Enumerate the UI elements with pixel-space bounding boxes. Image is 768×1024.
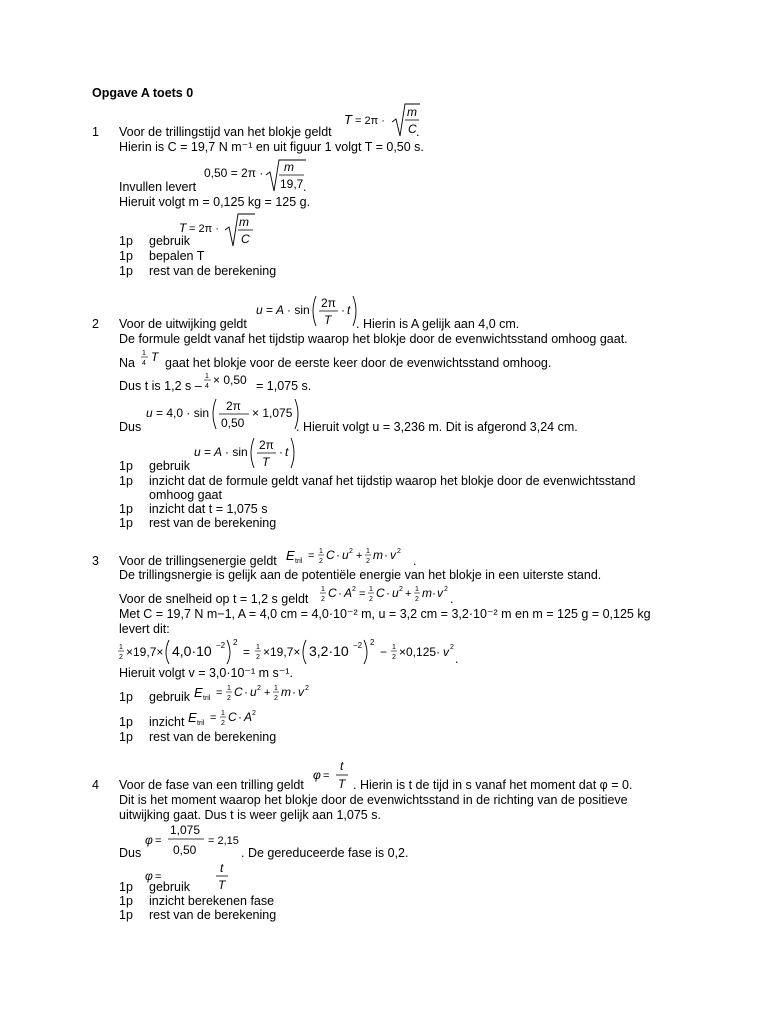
svg-text:−2: −2: [353, 641, 363, 650]
q3-point-3-label: rest van de berekening: [149, 730, 277, 744]
svg-text:2: 2: [415, 596, 419, 603]
q4-point-1: 1p: [119, 880, 133, 894]
svg-text:tril: tril: [197, 720, 205, 727]
svg-text:1: 1: [319, 548, 323, 555]
svg-text:1: 1: [119, 644, 123, 651]
svg-text:0,50: 0,50: [221, 416, 245, 430]
q3-line-1: Voor de trillingsenergie geldt: [119, 554, 277, 568]
svg-text:1: 1: [142, 350, 146, 357]
svg-text:m: m: [407, 105, 417, 119]
svg-text:·: ·: [238, 710, 242, 724]
svg-text:tril: tril: [295, 558, 303, 565]
svg-text:0,50 = 2π ·: 0,50 = 2π ·: [204, 166, 264, 180]
q2-line-4b: = 1,075 s.: [256, 379, 312, 393]
svg-text:=: =: [359, 588, 366, 600]
svg-text:19,7: 19,7: [280, 177, 304, 191]
svg-text:· sin: · sin: [287, 303, 310, 317]
q4-point-2: 1p: [119, 894, 133, 908]
svg-text:u: u: [194, 445, 201, 459]
q2-point-3-label: inzicht dat t = 1,075 s: [149, 502, 268, 516]
q2-line-3a: Na: [119, 356, 135, 370]
question-number-1: 1: [92, 125, 99, 139]
svg-text:E: E: [188, 710, 197, 725]
svg-text:2: 2: [370, 638, 375, 647]
q4-line-4b: . De gereduceerde fase is 0,2.: [241, 846, 409, 860]
svg-text:T: T: [324, 313, 332, 327]
svg-text:2: 2: [399, 586, 403, 593]
q2-point-4: 1p: [119, 516, 133, 530]
svg-text:0,50: 0,50: [173, 843, 197, 857]
svg-text:2: 2: [274, 695, 278, 702]
q3-formula-energy: [284, 543, 416, 569]
svg-text:1: 1: [321, 586, 325, 593]
q1-formula-main: [338, 100, 420, 140]
svg-text:m: m: [239, 215, 249, 229]
svg-text:A: A: [344, 586, 353, 600]
svg-text:−: −: [380, 645, 388, 659]
svg-text:·: ·: [384, 548, 388, 562]
svg-text:T: T: [179, 221, 187, 235]
svg-text:2: 2: [444, 586, 448, 593]
q3-formula-inzicht: [186, 705, 266, 731]
svg-text:2: 2: [321, 596, 325, 603]
q4-line-1a: Voor de fase van een trilling geldt: [119, 778, 304, 792]
svg-text:2π: 2π: [226, 399, 241, 413]
q4-formula-calc: [142, 821, 244, 861]
svg-text:u: u: [250, 685, 257, 699]
q4-line-1b: . Hierin is t de tijd in s vanaf het moment dat φ = 0.: [353, 778, 633, 792]
svg-text:2π: 2π: [259, 438, 274, 452]
svg-text:× 1,075: × 1,075: [252, 406, 293, 420]
q1-point-3: 1p: [119, 264, 133, 278]
svg-text:=: =: [216, 687, 223, 699]
svg-text:·: ·: [432, 586, 436, 600]
svg-text:1: 1: [392, 644, 396, 651]
svg-text:2: 2: [221, 720, 225, 727]
svg-text:=: =: [266, 303, 274, 317]
question-number-2: 2: [92, 317, 99, 331]
svg-text:1: 1: [205, 373, 209, 380]
q2-point-3: 1p: [119, 502, 133, 516]
q2-line-2: De formule geldt vanaf het tijdstip waarop het blokje door de evenwichtsstand omhoog gaat.: [119, 332, 628, 346]
svg-text:C: C: [408, 122, 417, 136]
q1-point-2-label: bepalen T: [149, 249, 205, 263]
q2-point-4-label: rest van de berekening: [149, 516, 277, 530]
svg-text:−2: −2: [216, 641, 226, 650]
page-title: Opgave A toets 0: [92, 86, 194, 100]
svg-text:= 2π ·: = 2π ·: [355, 115, 385, 127]
svg-text:×19,7×: ×19,7×: [263, 645, 301, 659]
question-number-3: 3: [92, 554, 99, 568]
svg-text:+: +: [264, 687, 271, 699]
q3-line-4: Met C = 19,7 N m−1, A = 4,0 cm = 4,0·10⁻² m, u = 3,2 cm = 3,2·10⁻² m en m = 125 g = 0,125 kg: [119, 607, 651, 621]
svg-text:v: v: [437, 586, 443, 600]
svg-text:+: +: [405, 588, 412, 600]
q3-line-5: levert dit:: [119, 622, 170, 636]
q2-line-5a: Dus: [119, 420, 142, 434]
svg-text:C: C: [228, 710, 237, 724]
q2-point-1-label: gebruik: [149, 459, 190, 473]
q4-line-2: Dit is het moment waarop het blokje door de evenwichtsstand in de richting van de positieve: [119, 793, 628, 807]
q3-line-3: Voor de snelheid op t = 1,2 s geldt: [119, 592, 309, 606]
svg-text:1: 1: [256, 644, 260, 651]
svg-text:C: C: [328, 586, 337, 600]
svg-text:2: 2: [366, 558, 370, 565]
q2-line-1b: . Hierin is A gelijk aan 4,0 cm.: [356, 317, 520, 331]
svg-text:=: =: [204, 445, 212, 459]
q2-point-1: 1p: [119, 459, 133, 473]
q2-point-2-label: inzicht dat de formule geldt vanaf het tijdstip waarop het blokje door de evenwichtsstand: [149, 474, 636, 488]
q2-line-4a: Dus t is 1,2 s –: [119, 379, 202, 393]
q1-point-1-label: gebruik: [149, 234, 190, 248]
svg-text:· sin: · sin: [225, 445, 248, 459]
svg-text:m: m: [422, 586, 432, 600]
svg-text:1: 1: [366, 548, 370, 555]
svg-text:φ: φ: [313, 768, 321, 782]
svg-text:1: 1: [274, 685, 278, 692]
svg-text:2: 2: [349, 548, 353, 555]
q3-point-2: 1p: [119, 715, 133, 729]
svg-text:m: m: [373, 548, 383, 562]
svg-text:×19,7×: ×19,7×: [126, 645, 164, 659]
q1-point-3-label: rest van de berekening: [149, 264, 277, 278]
svg-text:2: 2: [227, 695, 231, 702]
svg-text:2: 2: [305, 685, 309, 692]
svg-text:×0,125·: ×0,125·: [399, 645, 441, 659]
svg-text:u: u: [146, 406, 153, 420]
svg-text:2: 2: [369, 596, 373, 603]
q1-point-2: 1p: [119, 249, 133, 263]
svg-text:u: u: [392, 586, 399, 600]
q2-point-2: 1p: [119, 474, 133, 488]
svg-text:=: =: [155, 871, 162, 883]
svg-text:T: T: [338, 777, 346, 791]
svg-text:× 0,50: × 0,50: [213, 373, 247, 387]
q1-formula-fill: [200, 157, 310, 193]
svg-text:·: ·: [341, 303, 345, 317]
svg-text:A: A: [276, 303, 285, 317]
svg-text:E: E: [194, 685, 203, 700]
q4-point-3-label: rest van de berekening: [149, 908, 277, 922]
q2-formula-calc: [142, 395, 302, 435]
svg-text:φ: φ: [145, 869, 153, 883]
q1-line-3: Invullen levert: [119, 180, 197, 194]
q2-formula-gebruik: [190, 434, 300, 474]
svg-text:·: ·: [386, 586, 390, 600]
q4-formula-main: [310, 757, 354, 793]
svg-text:C: C: [234, 685, 243, 699]
svg-text:= 2π ·: = 2π ·: [189, 223, 219, 235]
q3-point-1-label: gebruik: [149, 690, 190, 704]
q3-formula-speed: [318, 581, 450, 607]
svg-text:·: ·: [336, 548, 340, 562]
svg-text:2: 2: [119, 654, 123, 661]
svg-text:T: T: [218, 878, 226, 892]
q2-line-3b: gaat het blokje voor de eerste keer door de evenwichtsstand omhoog.: [165, 356, 552, 370]
svg-text:·: ·: [338, 586, 342, 600]
q2-point-2-label-cont: omhoog gaat: [149, 488, 222, 502]
svg-text:t: t: [340, 759, 344, 773]
q3-line-6: Hieruit volgt v = 3,0·10⁻¹ m s⁻¹.: [119, 666, 294, 680]
q3-point-3: 1p: [119, 730, 133, 744]
svg-text:1: 1: [221, 710, 225, 717]
q4-line-4a: Dus: [119, 846, 142, 860]
svg-text:2: 2: [450, 644, 454, 651]
q2-line-1a: Voor de uitwijking geldt: [119, 317, 247, 331]
svg-text:u: u: [342, 548, 349, 562]
q1-line-2: Hierin is C = 19,7 N m⁻¹ en uit figuur 1 volgt T = 0,50 s.: [119, 140, 424, 154]
svg-text:E: E: [286, 548, 295, 563]
svg-text:+: +: [356, 550, 363, 562]
q3-formula-gebruik: [192, 680, 324, 706]
svg-text:T: T: [151, 350, 159, 364]
q3-line-2: De trillingsnergie is gelijk aan de potentiële energie van het blokje in een uiterste stand.: [119, 568, 602, 582]
svg-text:A: A: [214, 445, 223, 459]
svg-text:1: 1: [415, 586, 419, 593]
q2-formula-main: [252, 292, 362, 332]
svg-text:t: t: [347, 303, 351, 317]
svg-text:·: ·: [244, 685, 248, 699]
svg-text:2: 2: [392, 654, 396, 661]
svg-text:1,075: 1,075: [170, 823, 201, 837]
svg-text:2: 2: [319, 558, 323, 565]
q4-line-3: uitwijking gaat. Dus t is weer gelijk aan 1,075 s.: [119, 808, 381, 822]
q4-point-1-label: gebruik: [149, 880, 190, 894]
svg-text:2: 2: [352, 586, 356, 593]
svg-text:=: =: [323, 770, 330, 782]
svg-text:2: 2: [257, 685, 261, 692]
q2-line-5b: . Hieruit volgt u = 3,236 m. Dit is afgerond 3,24 cm.: [296, 420, 578, 434]
svg-text:=: =: [243, 645, 251, 659]
svg-text:v: v: [443, 645, 449, 659]
q3-point-1: 1p: [119, 690, 133, 704]
svg-text:·: ·: [279, 445, 283, 459]
svg-text:=: =: [308, 550, 315, 562]
svg-text:2: 2: [397, 548, 401, 555]
svg-text:4: 4: [142, 360, 146, 367]
svg-text:m: m: [284, 160, 294, 174]
q1-line-4: Hieruit volgt m = 0,125 kg = 125 g.: [119, 195, 311, 209]
svg-text:v: v: [390, 548, 396, 562]
q2-formula-sub: [202, 369, 254, 395]
svg-text:= 2,15: = 2,15: [208, 835, 239, 847]
svg-text:2: 2: [233, 638, 238, 647]
svg-text:4: 4: [205, 383, 209, 390]
svg-text:·: ·: [292, 685, 296, 699]
q3-formula-numeric: [116, 636, 461, 668]
question-number-4: 4: [92, 778, 99, 792]
svg-text:v: v: [298, 685, 304, 699]
svg-text:4,0·10: 4,0·10: [172, 643, 212, 659]
svg-text:C: C: [376, 586, 385, 600]
q2-formula-quarter: [139, 346, 163, 372]
svg-text:1: 1: [369, 586, 373, 593]
svg-text:=: =: [155, 835, 162, 847]
svg-text:t: t: [220, 861, 224, 875]
q1-line-1: Voor de trillingstijd van het blokje geldt: [119, 125, 332, 139]
svg-text:1: 1: [227, 685, 231, 692]
svg-text:C: C: [241, 232, 250, 246]
svg-text:u: u: [256, 303, 263, 317]
q3-point-2-label: inzicht: [149, 715, 185, 729]
svg-text:= 4,0 · sin: = 4,0 · sin: [156, 406, 210, 420]
svg-text:tril: tril: [203, 695, 211, 702]
svg-text:2: 2: [252, 710, 256, 717]
svg-text:T: T: [344, 112, 352, 127]
svg-text:=: =: [210, 712, 217, 724]
q1-point-1: 1p: [119, 234, 133, 248]
svg-text:2: 2: [256, 654, 260, 661]
svg-text:2π: 2π: [321, 296, 336, 310]
q4-point-2-label: inzicht berekenen fase: [149, 894, 275, 908]
svg-text:m: m: [281, 685, 291, 699]
svg-text:t: t: [285, 445, 289, 459]
svg-text:φ: φ: [145, 833, 153, 847]
svg-text:A: A: [244, 710, 253, 724]
svg-text:3,2·10: 3,2·10: [309, 643, 349, 659]
svg-text:T: T: [262, 455, 270, 469]
svg-text:C: C: [326, 548, 335, 562]
q4-point-3: 1p: [119, 908, 133, 922]
